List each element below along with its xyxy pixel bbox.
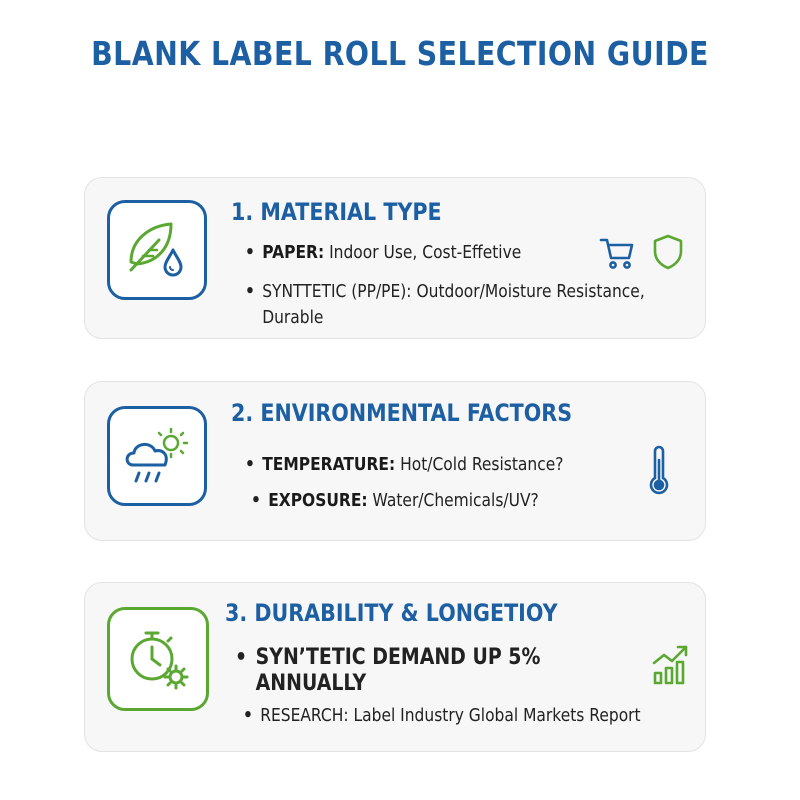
- shield-icon: [653, 234, 683, 275]
- stopwatch-gear-icon: [107, 607, 209, 711]
- list-item: • TEMPERATURE: Hot/Cold Resistance?: [245, 454, 564, 475]
- leaf-droplet-icon: [107, 200, 207, 300]
- thermometer-icon: [648, 444, 670, 501]
- section-environmental-factors: [84, 381, 706, 541]
- section-title: 3. DURABILITY & LONGETIOY: [225, 599, 558, 627]
- section-title: 1. MATERIAL TYPE: [231, 198, 442, 226]
- list-item: • SYNTTETIC (PP/PE): Outdoor/Moisture Resistance, Durable: [245, 281, 645, 328]
- section-material-type: [84, 177, 706, 339]
- list-item: • PAPER: Indoor Use, Cost-Effetive: [245, 242, 522, 263]
- list-item: • SYNʼTETIC DEMAND UP 5% ANNUALLY: [235, 645, 541, 696]
- cloud-rain-sun-icon: [107, 406, 207, 506]
- shopping-cart-icon: [599, 236, 635, 275]
- list-item: • RESEARCH: Label Industry Global Markets Report: [243, 705, 641, 726]
- list-item: • EXPOSURE: Water/Chemicals/UV?: [251, 490, 539, 511]
- growth-chart-icon: [651, 641, 691, 690]
- page-title: BLANK LABEL ROLL SELECTION GUIDE: [91, 34, 709, 73]
- section-title: 2. ENVIRONMENTAL FACTORS: [231, 399, 573, 427]
- section-durability: [84, 582, 706, 752]
